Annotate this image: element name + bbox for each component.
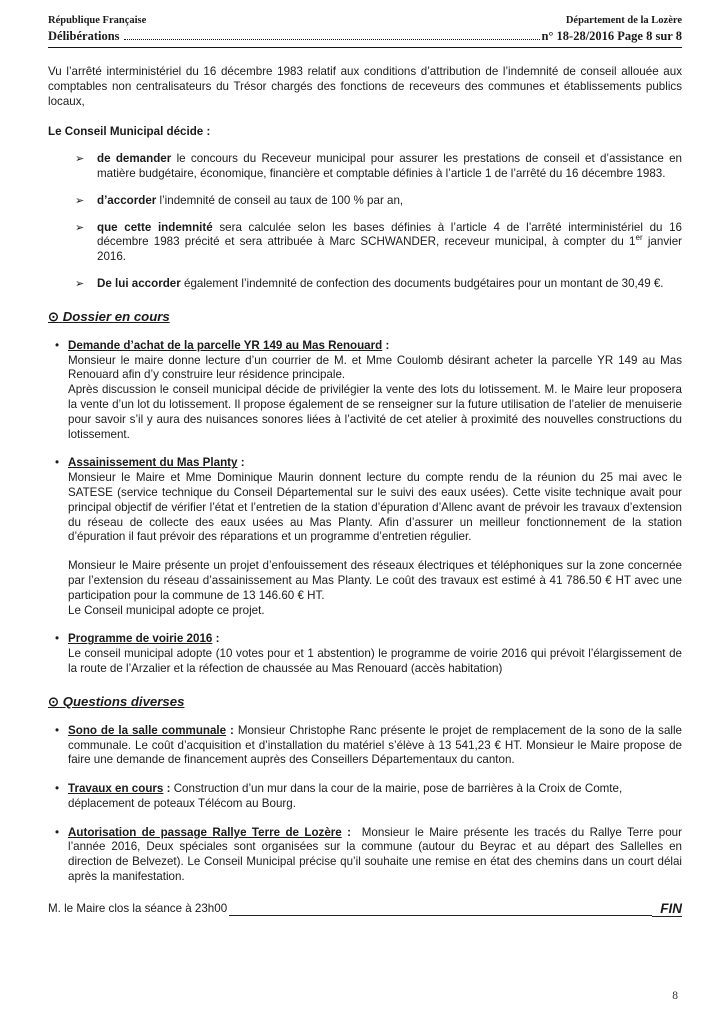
agenda-item-title: Demande d’achat de la parcelle YR 149 au Mas Renouard: [68, 338, 383, 352]
bullet-icon: •: [55, 632, 60, 646]
decision-text: janvier 2016.: [97, 235, 683, 264]
arrow-bullet-icon: ➢: [75, 194, 85, 207]
bullet-icon: •: [55, 782, 60, 796]
section-title: Questions diverses: [62, 693, 185, 709]
decision-text: l’indemnité de conseil au taux de 100 % par an,: [156, 193, 404, 207]
agenda-item-text: Construction d’un mur dans la cour de la mairie, pose de barrières à la Croix de Comte, déplacement de poteaux Télécom au Bourg.: [68, 782, 623, 810]
agenda-item-paragraph: Après discussion le conseil municipal décide de privilégier la vente des lots du lotissement. M. le Maire leur proposera la vente d’un lot du lotissement. Il propose également de se renseigner sur la future utilisation de l’atelier de menuiserie pour savoir s’il y aura des nuisances sonores liées à l’activité de cet atelier à proximité des nouvelles constructions du lotissement.: [68, 383, 682, 441]
agenda-item-paragraph: Le conseil municipal adopte (10 votes pour et 1 abstention) le programme de voirie 2016 qui prévoit l’élargissement de la route de l’Arzalier et la réfection de chaussée au Mas Renouard (accès habitation): [68, 647, 682, 675]
agenda-item-paragraph: Monsieur le maire donne lecture d’un courrier de M. et Mme Coulomb désirant acheter la parcelle YR 149 au Mas Renouard afin d’y construire leur résidence principale.: [68, 353, 682, 382]
decision-lead: que cette indemnité: [97, 220, 213, 234]
header-republique: République Française: [48, 15, 147, 26]
decide-heading: Le Conseil Municipal décide :: [48, 125, 211, 139]
circled-dot-icon: ⊙: [48, 693, 60, 709]
header-rule: [48, 47, 682, 48]
signature-line: [229, 915, 652, 916]
arrow-bullet-icon: ➢: [75, 221, 85, 234]
agenda-item-assainissement: • Assainissement du Mas Planty : Monsieur le Maire et Mme Dominique Maurin donnent lecture du compte rendu de la réunion du 25 mai avec le SATESE (service technique du Conseil Départemental sur le suivi des eaux usées). Cette visite technique avait pour principal objectif de vérifier l’état et l’entretien de la station d’épuration d’Allenc avant de prévoir les travaux d’extension du réseau de collecte des eaux usées au Mas Planty. Afin d’assurer un meilleur fonctionnement de la station d’épuration il faut prévoir des réparations et un programme d’entretien régulier. Monsieur le Maire présente un projet d’enfouissement des réseaux électriques et téléphoniques sur la zone concernée par l’extension du réseau d’assainissement au Mas Planty. Le coût des travaux est estimé à 41 786.50 € HT avec une participation pour la commune de 13 146.60 € HT. Le Conseil municipal adopte ce projet.: [55, 456, 682, 617]
decision-item: [48, 277, 682, 292]
header-top-row: [48, 14, 682, 27]
ordinal-superscript: er: [635, 233, 643, 243]
decision-lead: de demander: [97, 152, 172, 166]
agenda-item-text: Monsieur Christophe Ranc présente le projet de remplacement de la sono de la salle communale. Le coût d’acquisition et d’installation du matériel s’élève à 13 541,23 € HT. Monsieur le Maire propose de faire une demande de financement auprès des Conseillers Départementaux du canton.: [68, 723, 682, 767]
agenda-item-travaux: • Travaux en cours : Construction d’un mur dans la cour de la mairie, pose de barrières à la Croix de Comte, déplacement de poteaux Télécom au Bourg.: [55, 782, 623, 810]
section-title: Dossier en cours: [62, 308, 170, 324]
section-heading-questions-diverses: [48, 694, 682, 710]
closing-text: M. le Maire clos la séance à 23h00: [48, 902, 228, 916]
header-deliberations-row: [48, 29, 682, 44]
agenda-item-sono: • Sono de la salle communale : Monsieur Christophe Ranc présente le projet de remplacement de la sono de la salle communale. Le coût d’acquisition et d’installation du matériel s’élève à 13 541,23 € HT. Monsieur le Maire propose de faire une demande de financement auprès des Conseillers Départementaux du canton.: [55, 723, 682, 767]
intro-paragraph: Vu l’arrêté interministériel du 16 décembre 1983 relatif aux conditions d’attribution de l’indemnité de conseil allouée aux comptables non centralisateurs du Trésor chargés des fonctions de receveurs des communes et établissements publics locaux,: [48, 65, 682, 108]
agenda-item-title: Travaux en cours: [68, 782, 164, 796]
header-doc-number: n° 18-28/2016 Page 8 sur 8: [541, 29, 682, 43]
agenda-item-rallye: • Autorisation de passage Rallye Terre de Lozère : Monsieur le Maire présente les tracés du Rallye Terre pour l’année 2016, Deux spéciales sont organisées sur la commune (autour du Beyrac et au départ des Sallelles en direction de Belvezet). Le Conseil Municipal précise qu’il souhaite une remise en état des chemins dans un court délai après la manifestation.: [55, 825, 682, 884]
bullet-icon: •: [55, 825, 60, 839]
decision-list: [48, 152, 682, 292]
header-departement: Département de la Lozère: [565, 15, 682, 26]
agenda-item-title: Programme de voirie 2016: [68, 632, 213, 646]
section-heading-dossier-en-cours: [48, 309, 682, 325]
decision-text: le concours du Receveur municipal pour assurer les prestations de conseil et d’assistance en matière budgétaire, économique, financière et comptable définies à l’article 1 de l’arrêté du 16 décembre 1983.: [97, 152, 682, 180]
decision-text: également l’indemnité de confection des documents budgétaires pour un montant de 30,49 €.: [180, 276, 664, 290]
bullet-icon: •: [55, 723, 60, 737]
agenda-item-paragraph: Monsieur le Maire et Mme Dominique Maurin donnent lecture du compte rendu de la réunion du 25 mai avec le SATESE (service technique du Conseil Départemental sur le suivi des eaux usées). Cette visite technique avait pour principal objectif de vérifier l’état et l’entretien de la station d’épuration d’Allenc avant de prévoir les travaux d’extension du réseau de collecte des eaux usées au Mas Planty. Afin d’assurer un meilleur fonctionnement de la station d’épuration il faut prévoir des réparations et un programme d’entretien régulier.: [68, 471, 682, 544]
dotted-leader: [124, 39, 541, 40]
decision-item: [48, 152, 682, 182]
agenda-item-title: Assainissement du Mas Planty: [68, 456, 238, 470]
circled-dot-icon: ⊙: [48, 308, 60, 324]
arrow-bullet-icon: ➢: [75, 277, 85, 290]
arrow-bullet-icon: ➢: [75, 153, 85, 166]
agenda-item-parcelle: • Demande d’achat de la parcelle YR 149 au Mas Renouard : Monsieur le maire donne lecture d’un courrier de M. et Mme Coulomb désirant acheter la parcelle YR 149 au Mas Renouard afin d’y construire leur résidence principale. Après discussion le conseil municipal décide de privilégier la vente des lots du lotissement. M. le Maire leur proposera la vente d’un lot du lotissement. Il propose également de se renseigner sur la future utilisation de l’atelier de menuiserie pour savoir s’il y aura des nuisances sonores liées à l’activité de cet atelier à proximité des nouvelles constructions du lotissement.: [55, 338, 682, 441]
agenda-item-title: Sono de la salle communale: [68, 723, 227, 737]
page-number: 8: [672, 990, 678, 1003]
bullet-icon: •: [55, 338, 60, 352]
decision-lead: De lui accorder: [97, 276, 181, 290]
agenda-item-voirie: • Programme de voirie 2016 : Le conseil municipal adopte (10 votes pour et 1 abstention) le programme de voirie 2016 qui prévoit l’élargissement de la route de l’Arzalier et la réfection de chaussée au Mas Renouard (accès habitation): [55, 632, 682, 675]
decision-lead: d’accorder: [97, 193, 157, 207]
fin-label: FIN: [652, 901, 682, 917]
agenda-item-text: Monsieur le Maire présente les tracés du Rallye Terre pour l’année 2016, Deux spéciales sont organisées sur la commune (autour du Beyrac et au départ des Sallelles en direction de Belvezet). Le Conseil Municipal précise qu’il souhaite une remise en état des chemins dans un court délai après la manifestation.: [68, 825, 682, 884]
closing-line: [48, 901, 682, 917]
decision-item: [48, 221, 682, 265]
header-doc-label: Délibérations: [48, 29, 120, 43]
agenda-item-title: Autorisation de passage Rallye Terre de Lozère: [68, 825, 342, 839]
page-header: [48, 14, 682, 48]
bullet-icon: •: [55, 456, 60, 470]
agenda-item-paragraph: Monsieur le Maire présente un projet d’enfouissement des réseaux électriques et téléphoniques sur la zone concernée par l’extension du réseau d’assainissement au Mas Planty. Le coût des travaux est estimé à 41 786.50 € HT avec une participation pour la commune de 13 146.60 € HT.: [68, 559, 682, 602]
agenda-item-paragraph: Le Conseil municipal adopte ce projet.: [68, 603, 265, 617]
decision-item: [48, 194, 682, 209]
decision-text: sera calculée selon les bases définies à l’article 4 de l’arrêté interministériel du 16 décembre 1983 précité et sera attribuée à Marc SCHWANDER, receveur municipal, à compter du 1: [97, 220, 682, 249]
